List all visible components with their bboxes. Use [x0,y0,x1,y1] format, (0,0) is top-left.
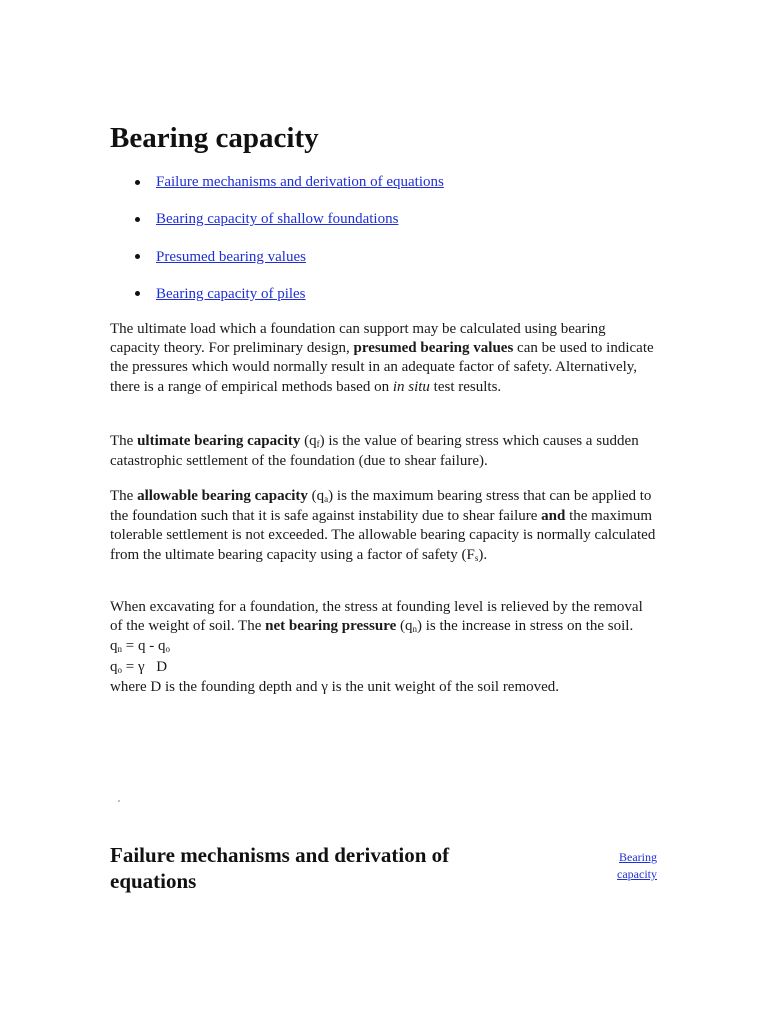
text: (q [307,488,325,504]
text: ) is the maximum bearing stress that can be applied to the foundation such that it is safe against instability due to shear failure [110,488,652,525]
text: The ultimate load which a foundation can support may be calculated using bearing capacity theory. For preliminary design, [110,321,606,357]
text: q [110,638,118,655]
text: (q [396,618,413,635]
toc-item [110,171,658,208]
subscript: o [165,644,170,655]
bold-term: net bearing pressure [265,618,397,635]
text: where D is the founding depth and γ is the unit weight of the soil removed. [110,678,560,695]
text: ) is the value of bearing stress which causes a sudden catastrophic settlement of the foundation (due to shear failure). [110,433,639,470]
ultimate-capacity-paragraph [110,432,658,471]
toc-item [110,208,658,245]
equation-overburden [110,659,167,675]
bullet-icon [135,217,140,222]
text: The [110,488,138,504]
text: The [110,433,138,449]
bold-term: presumed bearing values [353,340,514,357]
text: the maximum tolerable settlement is not exceeded. The allowable bearing capacity is normally calculated from the ultimate bearing capacity using a factor of safety (F [110,508,656,563]
bullet-icon [135,254,140,259]
allowable-capacity-paragraph [110,487,658,566]
text: can be used to indicate the pressures which would normally result in an adequate factor of safety. Alternatively, there is a range of empirical methods based on [110,340,654,395]
toc-link-shallow-foundations[interactable]: Bearing capacity of shallow foundations [156,211,399,228]
toc-item [110,283,658,320]
text: ) is the increase in stress on the soil. [417,618,634,635]
section-heading-failure-mechanisms: Failure mechanisms and derivation of equations [110,843,450,893]
back-to-top-link[interactable]: Bearing capacity [617,850,657,881]
text: test results. [429,378,502,395]
bold-term: allowable bearing capacity [137,488,308,504]
bold-term: and [541,508,566,525]
text: = γ D [122,658,168,675]
subscript: o [117,664,122,675]
subscript: s [474,552,479,563]
toc-item [110,246,658,283]
table-of-contents [110,171,658,320]
text: q [110,658,118,675]
bold-term: ultimate bearing capacity [137,433,301,449]
subscript: n [412,624,417,635]
toc-link-piles[interactable]: Bearing capacity of piles [156,285,306,302]
text: ). [478,546,488,563]
toc-link-failure-mechanisms[interactable]: Failure mechanisms and derivation of equations [156,174,444,190]
net-pressure-paragraph [110,598,658,697]
equation-net-pressure [110,638,170,654]
text: When excavating for a foundation, the stress at founding level is relieved by the removal of the weight of soil. The [110,599,643,635]
subscript: a [324,494,329,504]
subscript: n [117,644,122,655]
toc-link-presumed-values[interactable]: Presumed bearing values [156,248,306,265]
text: = q - q [122,638,166,655]
intro-paragraph [110,320,658,397]
bullet-icon [135,180,140,185]
italic-term: in situ [392,378,430,395]
stray-dot [118,800,120,802]
subscript: f [316,439,320,449]
page-title: Bearing capacity [110,122,319,154]
bullet-icon [135,291,140,296]
text: (q [300,433,317,449]
